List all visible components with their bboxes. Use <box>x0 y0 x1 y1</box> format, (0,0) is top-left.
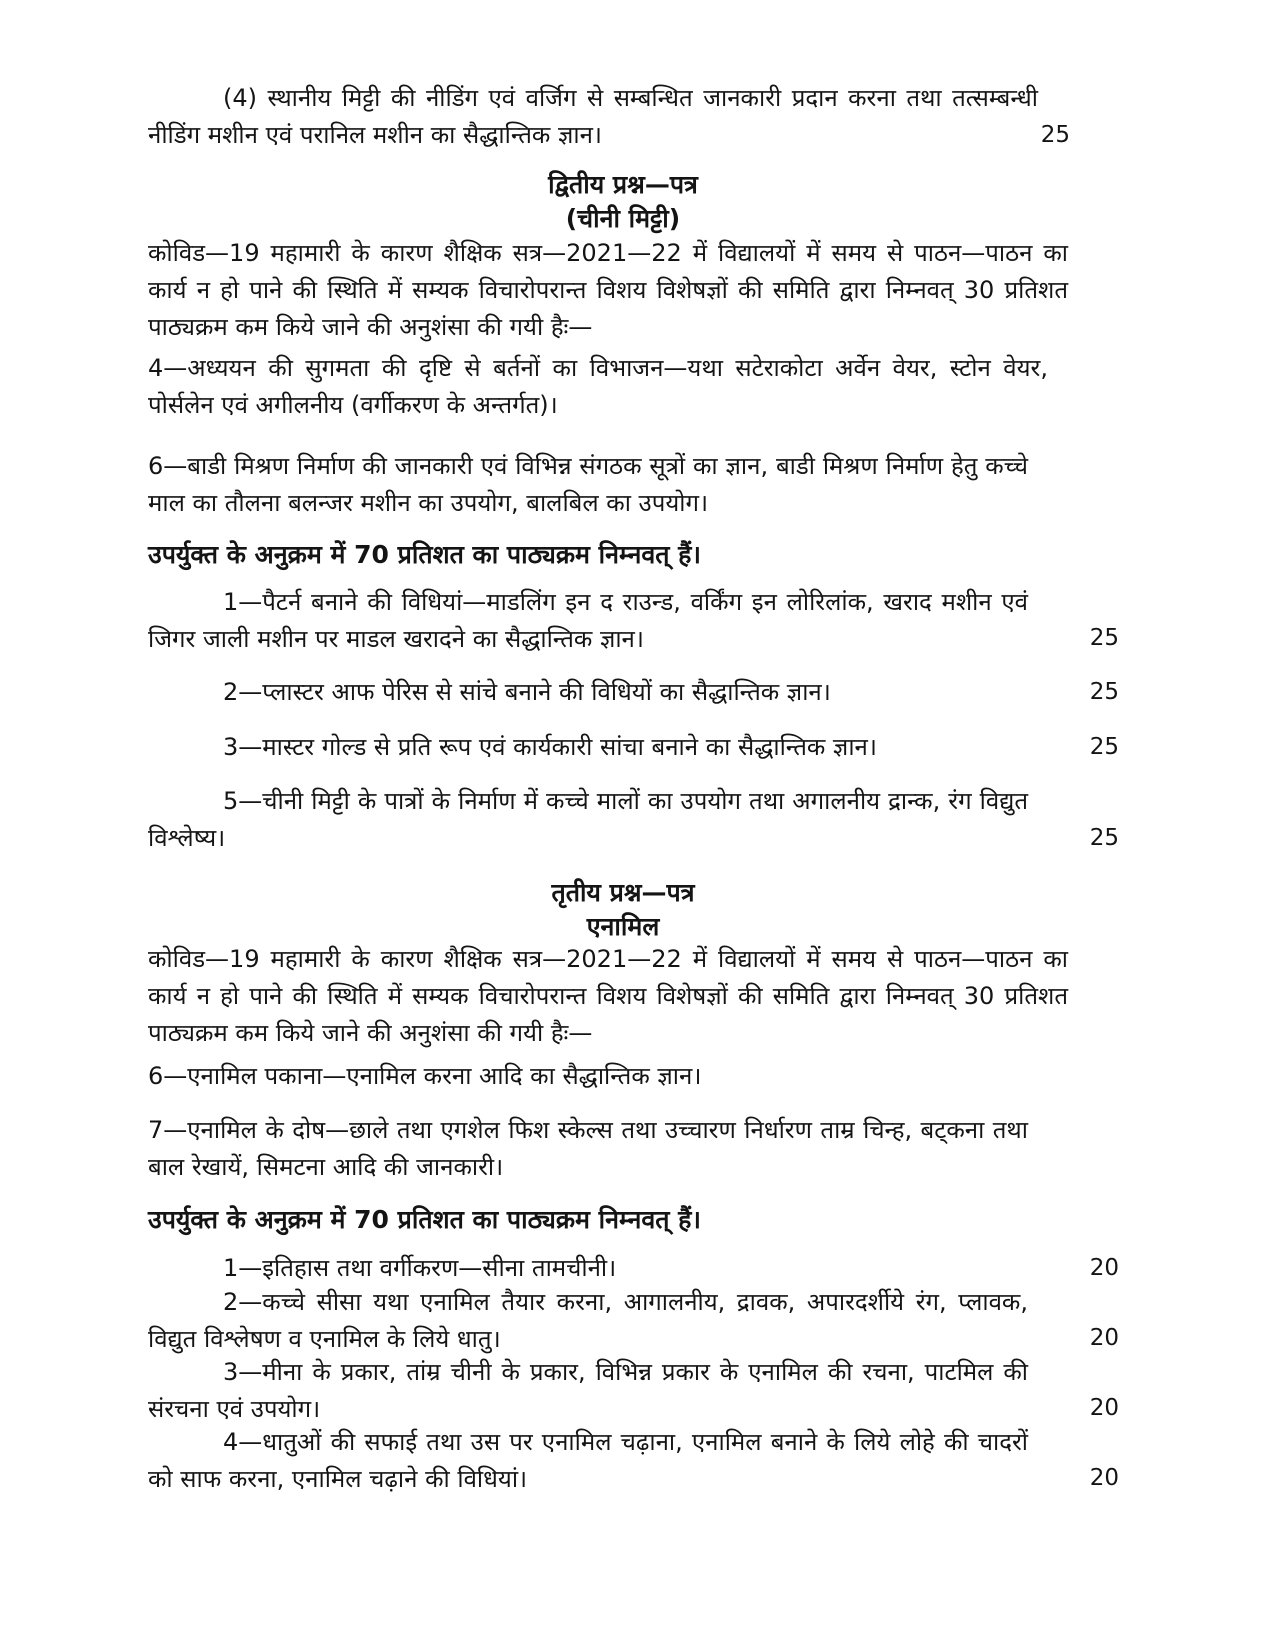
paper3-retained-marks: 20 <box>1089 1395 1119 1421</box>
paper2-title: द्वितीय प्रश्न—पत्र <box>548 170 698 199</box>
paper2-covid-note: कोविड—19 महामारी के कारण शैक्षिक सत्र—2021—22 में विद्यालयों में समय से पाठन—पाठन का कार्य न हो पाने की स्थिति में सम्यक विचारोपरान्त विशय विशेषज्ञों की समिति द्वारा निम्नवत् 30 प्रतिशत पाठ्यक्रम कम किये जाने की अनुशंसा की गयी हैः— <box>148 239 1068 341</box>
paper3-retained-item: 2—कच्चे सीसा यथा एनामिल तैयार करना, आगालनीय, द्रावक, अपारदर्शीये रंग, प्लावक, विद्युत विश्लेषण व एनामिल के लिये धातु। <box>148 1288 1028 1353</box>
paper3-retained-heading: उपर्युक्त के अनुक्रम में 70 प्रतिशत का पाठ्यक्रम निम्नवत् हैं। <box>148 1205 701 1234</box>
paper3-retained-marks: 20 <box>1089 1465 1119 1491</box>
paper2-retained-marks: 25 <box>1089 625 1119 651</box>
paper3-retained-item: 4—धातुओं की सफाई तथा उस पर एनामिल चढ़ाना, एनामिल बनाने के लिये लोहे की चादरों को साफ करना, एनामिल चढ़ाने की विधियां। <box>148 1428 1028 1493</box>
paper2-retained-marks: 25 <box>1089 825 1119 851</box>
paper2-retained-heading: उपर्युक्त के अनुक्रम में 70 प्रतिशत का पाठ्यक्रम निम्नवत् हैं। <box>148 540 701 569</box>
paper2-retained-item: 1—पैटर्न बनाने की विधियां—माडलिंग इन द राउन्ड, वर्किंग इन लोरिलांक, खराद मशीन एवं जिगर जाली मशीन पर माडल खरादने का सैद्धान्तिक ज्ञान। <box>148 588 1028 653</box>
paper2-subtitle: (चीनी मिट्टी) <box>565 204 681 233</box>
paper3-removed-item: 6—एनामिल पकाना—एनामिल करना आदि का सैद्धान्तिक ज्ञान। <box>148 1062 702 1090</box>
intro-item-text: (4) स्थानीय मिट्टी की नीडिंग एवं वर्जिग से सम्बन्धित जानकारी प्रदान करना तथा तत्सम्बन्धी नीडिंग मशीन एवं परानिल मशीन का सैद्धान्तिक ज्ञान। <box>148 84 1038 149</box>
paper2-retained-item: 5—चीनी मिट्टी के पात्रों के निर्माण में कच्चे मालों का उपयोग तथा अगालनीय द्रान्क, रंग विद्युत विश्लेष्य। <box>148 787 1028 852</box>
paper3-removed-item: 7—एनामिल के दोष—छाले तथा एगशेल फिश स्केल्स तथा उच्चारण निर्धारण ताम्र चिन्ह, बट्कना तथा बाल रेखायें, सिमटना आदि की जानकारी। <box>148 1116 1028 1181</box>
paper2-retained-item: 3—मास्टर गोल्ड से प्रति रूप एवं कार्यकारी सांचा बनाने का सैद्धान्तिक ज्ञान। <box>223 733 877 761</box>
paper3-covid-note: कोविड—19 महामारी के कारण शैक्षिक सत्र—2021—22 में विद्यालयों में समय से पाठन—पाठन का कार्य न हो पाने की स्थिति में सम्यक विचारोपरान्त विशय विशेषज्ञों की समिति द्वारा निम्नवत् 30 प्रतिशत पाठ्यक्रम कम किये जाने की अनुशंसा की गयी हैः— <box>148 945 1068 1047</box>
paper3-retained-item: 3—मीना के प्रकार, तांम्र चीनी के प्रकार, विभिन्न प्रकार के एनामिल की रचना, पाटमिल की संरचना एवं उपयोग। <box>148 1358 1028 1423</box>
paper3-retained-marks: 20 <box>1089 1255 1119 1281</box>
paper3-retained-marks: 20 <box>1089 1325 1119 1351</box>
intro-item-marks: 25 <box>1040 122 1070 148</box>
paper3-title: तृतीय प्रश्न—पत्र <box>551 878 695 907</box>
paper2-retained-item: 2—प्लास्टर आफ पेरिस से सांचे बनाने की विधियों का सैद्धान्तिक ज्ञान। <box>223 678 831 706</box>
paper3-retained-item: 1—इतिहास तथा वर्गीकरण—सीना तामचीनी। <box>223 1254 617 1282</box>
paper2-removed-item: 4—अध्ययन की सुगमता की दृष्टि से बर्तनों का विभाजन—यथा सटेराकोटा अर्वेन वेयर, स्टोन वेयर, पोर्सलेन एवं अगीलनीय (वर्गीकरण के अन्तर्गत)। <box>148 354 1048 419</box>
paper2-retained-marks: 25 <box>1089 734 1119 760</box>
paper3-subtitle: एनामिल <box>586 912 660 941</box>
paper2-removed-item: 6—बाडी मिश्रण निर्माण की जानकारी एवं विभिन्न संगठक सूत्रों का ज्ञान, बाडी मिश्रण निर्माण हेतु कच्चे माल का तौलना बलन्जर मशीन का उपयोग, बालबिल का उपयोग। <box>148 452 1028 517</box>
paper2-retained-marks: 25 <box>1089 679 1119 705</box>
